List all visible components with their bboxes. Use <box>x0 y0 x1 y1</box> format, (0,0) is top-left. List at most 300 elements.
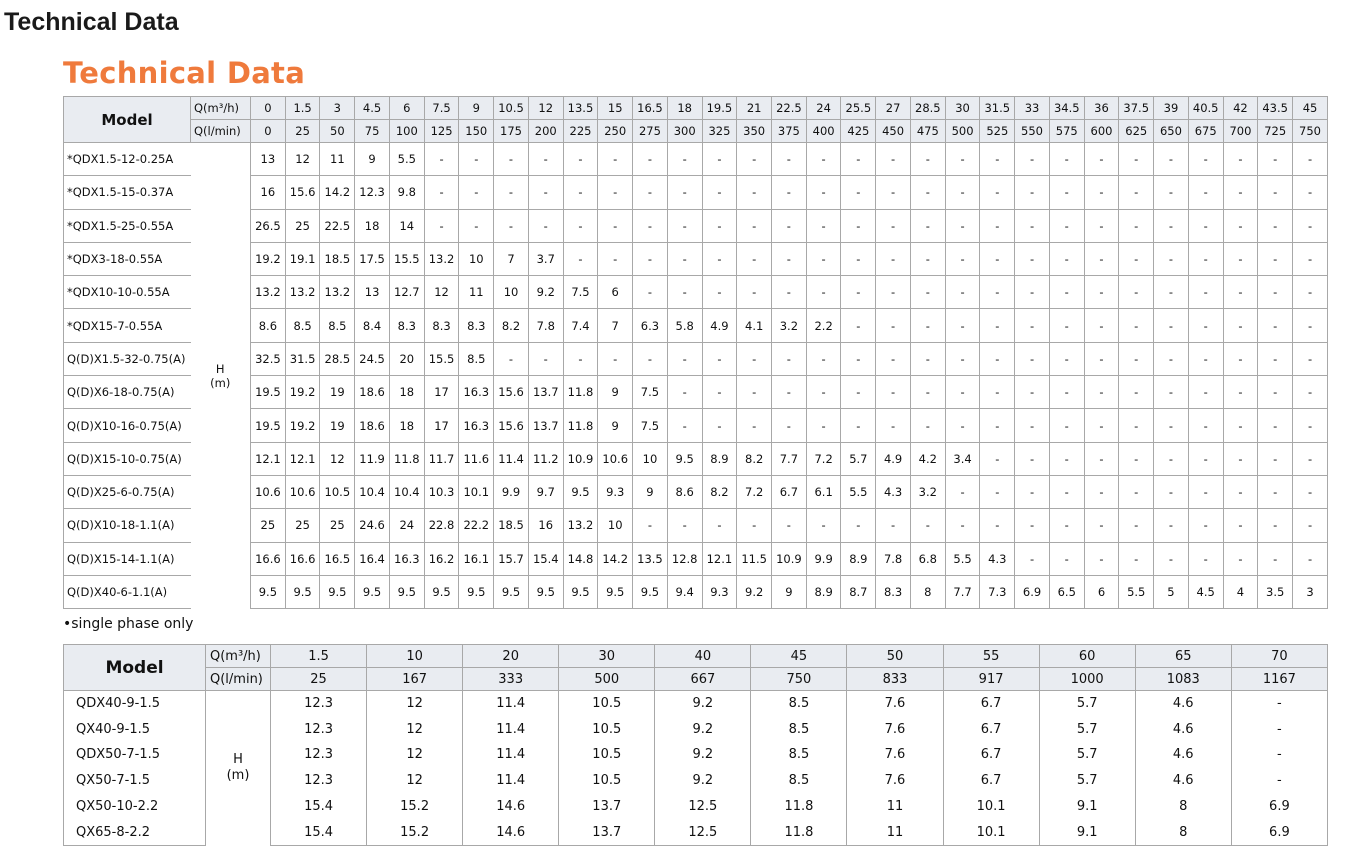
head-unit-cell <box>206 691 271 846</box>
head-value-cell: 19 <box>320 376 355 409</box>
head-value-cell: - <box>1049 276 1084 309</box>
flow-m3h-header: 12 <box>528 97 563 120</box>
head-value-cell: - <box>667 409 702 442</box>
head-value-cell: - <box>1293 209 1328 242</box>
head-value-cell: 9.5 <box>389 575 424 608</box>
head-value-cell: 8 <box>1135 794 1231 820</box>
table-row <box>64 176 1328 209</box>
head-value-cell: - <box>1119 542 1154 575</box>
head-value-cell: 8.3 <box>389 309 424 342</box>
head-value-cell: 13 <box>251 143 286 176</box>
head-value-cell: - <box>1293 342 1328 375</box>
head-value-cell: 22.2 <box>459 509 494 542</box>
head-value-cell: 12.3 <box>355 176 390 209</box>
head-value-cell: 5.5 <box>945 542 980 575</box>
head-value-cell: 6 <box>598 276 633 309</box>
head-value-cell: 25 <box>285 509 320 542</box>
head-value-cell: 9.5 <box>251 575 286 608</box>
head-value-cell: - <box>1258 509 1293 542</box>
head-value-cell: - <box>1015 409 1050 442</box>
flow-lmin-header: 575 <box>1049 120 1084 143</box>
head-value-cell: 4.9 <box>702 309 737 342</box>
flow-lmin-header: 1083 <box>1135 668 1231 691</box>
head-value-cell: 5.7 <box>1039 742 1135 768</box>
head-value-cell: - <box>702 376 737 409</box>
head-value-cell: 7.5 <box>563 276 598 309</box>
head-value-cell: - <box>702 176 737 209</box>
head-value-cell: 10.6 <box>251 475 286 508</box>
flow-lmin-header: 917 <box>943 668 1039 691</box>
head-value-cell: - <box>563 143 598 176</box>
head-value-cell: 6.8 <box>910 542 945 575</box>
head-value-cell: - <box>841 376 876 409</box>
flow-m3h-header: 65 <box>1135 645 1231 668</box>
head-value-cell: - <box>980 475 1015 508</box>
head-value-cell: 10.1 <box>459 475 494 508</box>
head-value-cell: - <box>1223 542 1258 575</box>
head-value-cell: 10.4 <box>389 475 424 508</box>
head-value-cell: 15.6 <box>494 376 529 409</box>
head-value-cell: - <box>806 176 841 209</box>
table-row <box>64 691 1328 717</box>
head-value-cell: - <box>528 342 563 375</box>
head-value-cell: 16.3 <box>459 376 494 409</box>
model-name-cell: *QDX1.5-12-0.25A <box>64 143 191 176</box>
head-value-cell: 11.4 <box>463 691 559 717</box>
head-value-cell: - <box>1188 376 1223 409</box>
flow-m3h-header: 43.5 <box>1258 97 1293 120</box>
head-value-cell: - <box>528 209 563 242</box>
head-value-cell: 6.3 <box>633 309 668 342</box>
flow-m3h-header: 16.5 <box>633 97 668 120</box>
head-value-cell: 3.4 <box>945 442 980 475</box>
head-value-cell: - <box>459 143 494 176</box>
head-value-cell: - <box>910 209 945 242</box>
head-value-cell: - <box>1015 242 1050 275</box>
head-value-cell: - <box>424 209 459 242</box>
head-value-cell: - <box>980 242 1015 275</box>
head-value-cell: - <box>1084 376 1119 409</box>
head-value-cell: - <box>633 509 668 542</box>
head-value-cell: - <box>945 176 980 209</box>
head-value-cell: 5.7 <box>1039 768 1135 794</box>
model-name-cell: Q(D)X40-6-1.1(A) <box>64 575 191 608</box>
head-value-cell: - <box>1049 143 1084 176</box>
head-value-cell: - <box>1258 342 1293 375</box>
head-value-cell: 9.5 <box>633 575 668 608</box>
head-value-cell: 9.5 <box>285 575 320 608</box>
head-value-cell: 14.6 <box>463 819 559 845</box>
head-value-cell: 11 <box>847 819 943 845</box>
head-value-cell: - <box>1154 342 1189 375</box>
head-value-cell: 14.8 <box>563 542 598 575</box>
head-value-cell: 14.6 <box>463 794 559 820</box>
head-value-cell: 15.2 <box>367 794 463 820</box>
head-value-cell: 17 <box>424 376 459 409</box>
head-value-cell: - <box>1188 209 1223 242</box>
head-value-cell: 13.2 <box>320 276 355 309</box>
head-value-cell: 17 <box>424 409 459 442</box>
head-value-cell: 11.6 <box>459 442 494 475</box>
head-value-cell: 16 <box>528 509 563 542</box>
head-value-cell: 5.7 <box>1039 691 1135 717</box>
head-value-cell: 9.4 <box>667 575 702 608</box>
head-value-cell: 11.4 <box>494 442 529 475</box>
head-value-cell: - <box>806 509 841 542</box>
flow-m3h-header: 3 <box>320 97 355 120</box>
section-title: Technical Data <box>63 56 306 90</box>
model-name-cell: *QDX15-7-0.55A <box>64 309 191 342</box>
head-value-cell: 12.1 <box>285 442 320 475</box>
flow-m3h-header: 20 <box>463 645 559 668</box>
table-row <box>64 276 1328 309</box>
head-value-cell: 9.9 <box>494 475 529 508</box>
head-value-cell: - <box>876 143 911 176</box>
table-row <box>64 342 1328 375</box>
head-value-cell: 14 <box>389 209 424 242</box>
flow-m3h-header: 9 <box>459 97 494 120</box>
head-value-cell: 10 <box>459 242 494 275</box>
flow-m3h-header: 25.5 <box>841 97 876 120</box>
model-name-cell: *QDX10-10-0.55A <box>64 276 191 309</box>
flow-lmin-header: 450 <box>876 120 911 143</box>
head-value-cell: - <box>1084 242 1119 275</box>
head-value-cell: 3.2 <box>772 309 807 342</box>
head-value-cell: 12.3 <box>271 691 367 717</box>
flow-lmin-header: 225 <box>563 120 598 143</box>
model-name-cell: QX65-8-2.2 <box>64 819 206 845</box>
head-value-cell: 28.5 <box>320 342 355 375</box>
head-value-cell: - <box>1084 276 1119 309</box>
head-value-cell: 24.6 <box>355 509 390 542</box>
head-value-cell: - <box>841 143 876 176</box>
head-value-cell: 14.2 <box>320 176 355 209</box>
table-row <box>64 442 1328 475</box>
head-value-cell: - <box>945 475 980 508</box>
flow-lmin-header: 675 <box>1188 120 1223 143</box>
head-value-cell: - <box>1223 475 1258 508</box>
head-value-cell: - <box>1223 342 1258 375</box>
head-value-cell: - <box>1084 509 1119 542</box>
head-value-cell: - <box>1119 475 1154 508</box>
head-value-cell: - <box>841 409 876 442</box>
head-value-cell: 12 <box>367 768 463 794</box>
flow-lmin-header: 700 <box>1223 120 1258 143</box>
head-value-cell: - <box>841 309 876 342</box>
head-value-cell: 12.3 <box>271 716 367 742</box>
model-name-cell: QDX40-9-1.5 <box>64 691 206 717</box>
head-value-cell: 16.6 <box>251 542 286 575</box>
head-value-cell: 5 <box>1154 575 1189 608</box>
head-value-cell: 9 <box>772 575 807 608</box>
flow-lmin-header: 100 <box>389 120 424 143</box>
head-value-cell: 6.1 <box>806 475 841 508</box>
head-value-cell: 12 <box>367 716 463 742</box>
flow-lmin-header: 0 <box>251 120 286 143</box>
head-value-cell: 13.7 <box>559 794 655 820</box>
table-row <box>64 209 1328 242</box>
flow-m3h-header: 33 <box>1015 97 1050 120</box>
head-value-cell: 8.6 <box>667 475 702 508</box>
head-value-cell: - <box>1049 376 1084 409</box>
head-value-cell: - <box>1119 376 1154 409</box>
head-value-cell: 15.4 <box>271 819 367 845</box>
model-name-cell: Q(D)X6-18-0.75(A) <box>64 376 191 409</box>
head-value-cell: 11.9 <box>355 442 390 475</box>
head-value-cell: 9.7 <box>528 475 563 508</box>
head-value-cell: 19.5 <box>251 409 286 442</box>
head-value-cell: - <box>1223 176 1258 209</box>
head-value-cell: - <box>737 242 772 275</box>
head-value-cell: 8.3 <box>424 309 459 342</box>
head-value-cell: - <box>667 176 702 209</box>
head-value-cell: 19.2 <box>251 242 286 275</box>
head-value-cell: 3 <box>1293 575 1328 608</box>
head-value-cell: - <box>1154 376 1189 409</box>
head-value-cell: - <box>1293 409 1328 442</box>
flow-m3h-header: 13.5 <box>563 97 598 120</box>
head-value-cell: 4.6 <box>1135 691 1231 717</box>
head-label: H <box>215 361 225 376</box>
head-value-cell: - <box>1084 209 1119 242</box>
flow-lmin-header: 250 <box>598 120 633 143</box>
head-value-cell: - <box>1223 309 1258 342</box>
head-value-cell: - <box>494 342 529 375</box>
head-value-cell: - <box>772 342 807 375</box>
head-value-cell: 4 <box>1223 575 1258 608</box>
head-value-cell: - <box>737 342 772 375</box>
head-value-cell: - <box>945 309 980 342</box>
head-value-cell: 16.1 <box>459 542 494 575</box>
flow-m3h-header: 0 <box>251 97 286 120</box>
head-value-cell: - <box>459 176 494 209</box>
head-value-cell: 10.5 <box>320 475 355 508</box>
head-value-cell: 11.7 <box>424 442 459 475</box>
head-value-cell: - <box>841 209 876 242</box>
head-value-cell: - <box>1049 542 1084 575</box>
head-value-cell: 12.1 <box>251 442 286 475</box>
head-value-cell: - <box>980 442 1015 475</box>
head-value-cell: 9.2 <box>655 768 751 794</box>
head-value-cell: - <box>1258 176 1293 209</box>
head-value-cell: - <box>1015 143 1050 176</box>
head-value-cell: - <box>772 176 807 209</box>
head-value-cell: 12 <box>424 276 459 309</box>
head-value-cell: 7.6 <box>847 716 943 742</box>
head-value-cell: - <box>1258 409 1293 442</box>
flow-m3h-header: 40.5 <box>1188 97 1223 120</box>
head-value-cell: 10.4 <box>355 475 390 508</box>
head-value-cell: - <box>1119 309 1154 342</box>
head-value-cell: 6 <box>1084 575 1119 608</box>
head-value-cell: 9.2 <box>528 276 563 309</box>
head-value-cell: 19.2 <box>285 376 320 409</box>
flow-m3h-header: 18 <box>667 97 702 120</box>
head-value-cell: - <box>1154 509 1189 542</box>
head-value-cell: 7.8 <box>876 542 911 575</box>
head-value-cell: - <box>1049 342 1084 375</box>
head-value-cell: - <box>1015 209 1050 242</box>
model-name-cell: Q(D)X25-6-0.75(A) <box>64 475 191 508</box>
single-phase-note: •single phase only <box>63 616 194 632</box>
head-value-cell: - <box>945 409 980 442</box>
flow-m3h-header: 31.5 <box>980 97 1015 120</box>
head-value-cell: - <box>1258 309 1293 342</box>
head-value-cell: 5.7 <box>841 442 876 475</box>
header-row-flow-m3h <box>64 645 1328 668</box>
head-value-cell: 19 <box>320 409 355 442</box>
head-value-cell: - <box>1293 509 1328 542</box>
head-value-cell: 16.5 <box>320 542 355 575</box>
head-value-cell: - <box>1293 442 1328 475</box>
head-value-cell: - <box>494 143 529 176</box>
flow-m3h-header: 21 <box>737 97 772 120</box>
head-value-cell: 13.7 <box>559 819 655 845</box>
head-value-cell: 10.1 <box>943 794 1039 820</box>
head-value-cell: 4.6 <box>1135 716 1231 742</box>
flow-lmin-header: 125 <box>424 120 459 143</box>
head-value-cell: 6.9 <box>1231 794 1327 820</box>
model-name-cell: *QDX1.5-25-0.55A <box>64 209 191 242</box>
head-value-cell: 8.2 <box>737 442 772 475</box>
head-value-cell: - <box>702 209 737 242</box>
head-value-cell: 6.9 <box>1231 819 1327 845</box>
head-value-cell: - <box>598 342 633 375</box>
flow-m3h-header: 10.5 <box>494 97 529 120</box>
head-value-cell: 11 <box>847 794 943 820</box>
head-value-cell: - <box>806 409 841 442</box>
head-value-cell: - <box>528 176 563 209</box>
flow-m3h-header: 7.5 <box>424 97 459 120</box>
head-value-cell: - <box>945 209 980 242</box>
head-value-cell: 10.6 <box>285 475 320 508</box>
head-value-cell: - <box>806 242 841 275</box>
head-value-cell: - <box>667 242 702 275</box>
head-value-cell: 8.9 <box>841 542 876 575</box>
head-value-cell: 12 <box>367 742 463 768</box>
head-value-cell: - <box>1049 509 1084 542</box>
head-value-cell: 9 <box>355 143 390 176</box>
head-value-cell: - <box>1258 209 1293 242</box>
head-value-cell: - <box>1188 309 1223 342</box>
head-value-cell: 9.5 <box>528 575 563 608</box>
head-value-cell: 19.2 <box>285 409 320 442</box>
head-value-cell: - <box>737 376 772 409</box>
head-value-cell: - <box>980 143 1015 176</box>
head-value-cell: - <box>1154 475 1189 508</box>
head-value-cell: 15.4 <box>271 794 367 820</box>
head-value-cell: - <box>1015 309 1050 342</box>
head-value-cell: - <box>841 276 876 309</box>
head-value-cell: 4.5 <box>1188 575 1223 608</box>
head-value-cell: - <box>1223 442 1258 475</box>
table-row <box>64 143 1328 176</box>
flow-lmin-header: 400 <box>806 120 841 143</box>
head-value-cell: - <box>667 509 702 542</box>
head-value-cell: - <box>945 376 980 409</box>
head-value-cell: 25 <box>251 509 286 542</box>
head-value-cell: - <box>598 143 633 176</box>
head-value-cell: 8.3 <box>459 309 494 342</box>
head-value-cell: - <box>1015 509 1050 542</box>
header-row-flow-lmin <box>64 120 1328 143</box>
head-value-cell: - <box>772 409 807 442</box>
head-value-cell: - <box>1154 209 1189 242</box>
head-value-cell: - <box>1188 442 1223 475</box>
head-value-cell: 13.2 <box>424 242 459 275</box>
model-name-cell: QDX50-7-1.5 <box>64 742 206 768</box>
head-value-cell: - <box>1015 342 1050 375</box>
head-value-cell: - <box>598 209 633 242</box>
head-value-cell: 11.8 <box>389 442 424 475</box>
head-value-cell: - <box>1084 442 1119 475</box>
head-value-cell: - <box>806 143 841 176</box>
head-value-cell: - <box>1188 143 1223 176</box>
head-value-cell: - <box>1049 442 1084 475</box>
head-value-cell: 9.2 <box>655 742 751 768</box>
head-value-cell: 9.8 <box>389 176 424 209</box>
head-value-cell: 4.3 <box>980 542 1015 575</box>
head-value-cell: - <box>1258 143 1293 176</box>
head-value-cell: - <box>772 509 807 542</box>
head-value-cell: 24 <box>389 509 424 542</box>
head-value-cell: - <box>876 409 911 442</box>
head-value-cell: 11.8 <box>751 819 847 845</box>
flow-m3h-header: 39 <box>1154 97 1189 120</box>
head-value-cell: 7.7 <box>945 575 980 608</box>
head-value-cell: 11.8 <box>563 376 598 409</box>
head-value-cell: 10 <box>633 442 668 475</box>
head-value-cell: - <box>841 176 876 209</box>
head-value-cell: - <box>1223 143 1258 176</box>
flow-m3h-header: 15 <box>598 97 633 120</box>
flow-lmin-header: 25 <box>285 120 320 143</box>
flow-m3h-header: 37.5 <box>1119 97 1154 120</box>
head-value-cell: - <box>910 509 945 542</box>
head-value-cell: 16.3 <box>389 542 424 575</box>
head-value-cell: - <box>494 176 529 209</box>
head-value-cell: 9 <box>598 376 633 409</box>
head-value-cell: 5.5 <box>841 475 876 508</box>
head-value-cell: - <box>1015 542 1050 575</box>
head-value-cell: 15.2 <box>367 819 463 845</box>
flow-lmin-header: 1167 <box>1231 668 1327 691</box>
head-value-cell: 9 <box>598 409 633 442</box>
header-row-flow-m3h <box>64 97 1328 120</box>
head-value-cell: 16 <box>251 176 286 209</box>
head-value-cell: 11 <box>320 143 355 176</box>
head-value-cell: 10 <box>494 276 529 309</box>
flow-m3h-header: 24 <box>806 97 841 120</box>
head-value-cell: - <box>1223 209 1258 242</box>
head-value-cell: 9.5 <box>320 575 355 608</box>
head-value-cell: - <box>772 143 807 176</box>
head-value-cell: 9.5 <box>563 475 598 508</box>
head-value-cell: 15.6 <box>494 409 529 442</box>
flow-lmin-header: 833 <box>847 668 943 691</box>
flow-lmin-header: 25 <box>271 668 367 691</box>
head-value-cell: - <box>1084 475 1119 508</box>
head-value-cell: - <box>1119 143 1154 176</box>
head-value-cell: - <box>980 176 1015 209</box>
head-value-cell: 9 <box>633 475 668 508</box>
head-value-cell: - <box>1049 409 1084 442</box>
head-value-cell: 31.5 <box>285 342 320 375</box>
head-value-cell: 2.2 <box>806 309 841 342</box>
table-row <box>64 376 1328 409</box>
head-value-cell: - <box>667 209 702 242</box>
head-value-cell: - <box>876 309 911 342</box>
